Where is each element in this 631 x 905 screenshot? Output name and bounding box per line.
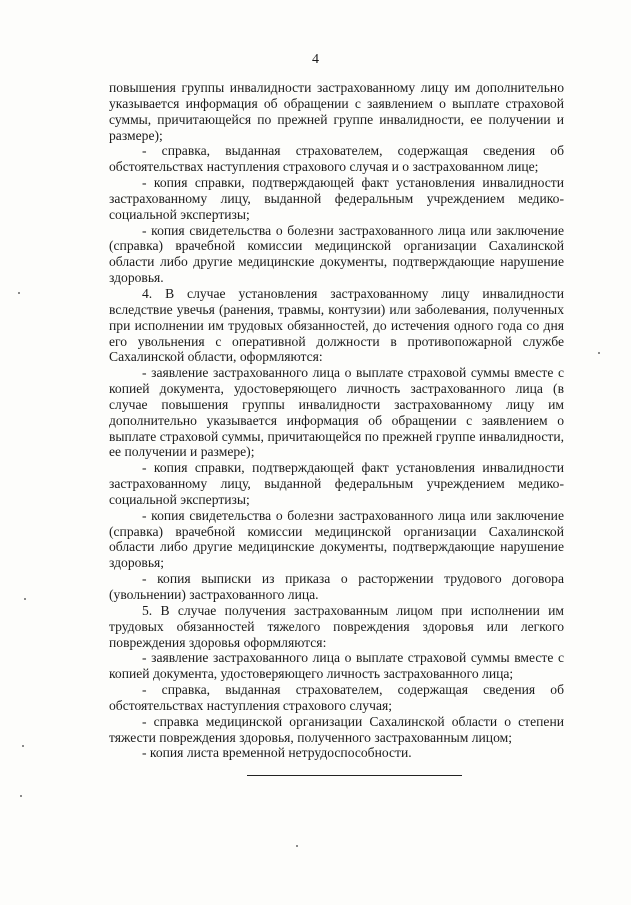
list-item-disability-certificate-copy: - копия справки, подтверждающей факт установления инвалидности застрахованному лицу, выданной федеральным учреждением медико-социальной экспертизы; bbox=[109, 175, 564, 222]
list-item-application: - заявление застрахованного лица о выплате страховой суммы вместе с копией документа, удостоверяющего личность застрахованного лица (в случае повышения группы инвалидности застрахованному лицу им дополнительно указывается информация об обращении с заявлением о выплате страховой суммы, причитающейся по прежней группе инвалидности, ее получении и размере); bbox=[109, 365, 564, 460]
list-item-insurer-certificate: - справка, выданная страхователем, содержащая сведения об обстоятельствах наступления страхового случая; bbox=[109, 682, 564, 713]
document-body bbox=[109, 80, 564, 761]
end-separator-line bbox=[247, 775, 462, 776]
list-item-illness-certificate-copy: - копия свидетельства о болезни застрахованного лица или заключение (справка) врачебной комиссии медицинской организации Сахалинской области либо другие медицинские документы, подтверждающие нарушение здоровья. bbox=[109, 222, 564, 286]
clause-5: 5. В случае получения застрахованным лицом при исполнении им трудовых обязанностей тяжелого повреждения здоровья или легкого повреждения здоровья оформляются: bbox=[109, 602, 564, 650]
list-item-illness-certificate-copy: - копия свидетельства о болезни застрахованного лица или заключение (справка) врачебной комиссии медицинской организации Сахалинской области либо другие медицинские документы, подтверждающие нарушение здоровья; bbox=[109, 507, 564, 571]
list-item-dismissal-order-copy: - копия выписки из приказа о расторжении трудового договора (увольнении) застрахованного лица. bbox=[109, 571, 564, 602]
list-item-application: - заявление застрахованного лица о выплате страховой суммы вместе с копией документа, удостоверяющего личность застрахованного лица; bbox=[109, 650, 564, 682]
scan-speck bbox=[24, 598, 26, 600]
scan-speck bbox=[20, 795, 22, 797]
list-item-disability-certificate-copy: - копия справки, подтверждающей факт установления инвалидности застрахованному лицу, выданной федеральным учреждением медико-социальной экспертизы; bbox=[109, 460, 564, 507]
scan-speck bbox=[18, 292, 20, 294]
page-number: 4 bbox=[312, 52, 319, 67]
list-item-medical-severity-certificate: - справка медицинской организации Сахалинской области о степени тяжести повреждения здоровья, полученного застрахованным лицом; bbox=[109, 713, 564, 745]
list-item-insurer-certificate: - справка, выданная страхователем, содержащая сведения об обстоятельствах наступления страхового случая и о застрахованном лице; bbox=[109, 143, 564, 175]
clause-4: 4. В случае установления застрахованному лицу инвалидности вследствие увечья (ранения, травмы, контузии) или заболевания, полученных при исполнении им трудовых обязанностей, до истечения одного года со дня его увольнения с оперативной должности в противопожарной службе Сахалинской области, оформляются: bbox=[109, 285, 564, 365]
list-item-sick-leave-copy: - копия листа временной нетрудоспособности. bbox=[142, 745, 412, 761]
scan-speck bbox=[296, 845, 298, 847]
scan-speck bbox=[22, 745, 24, 747]
paragraph-continuation: повышения группы инвалидности застрахованному лицу им дополнительно указывается информация об обращении с заявлением о выплате страховой суммы, причитающейся по прежней группе инвалидности, ее получении и размере); bbox=[109, 80, 564, 143]
scan-speck bbox=[598, 352, 600, 354]
